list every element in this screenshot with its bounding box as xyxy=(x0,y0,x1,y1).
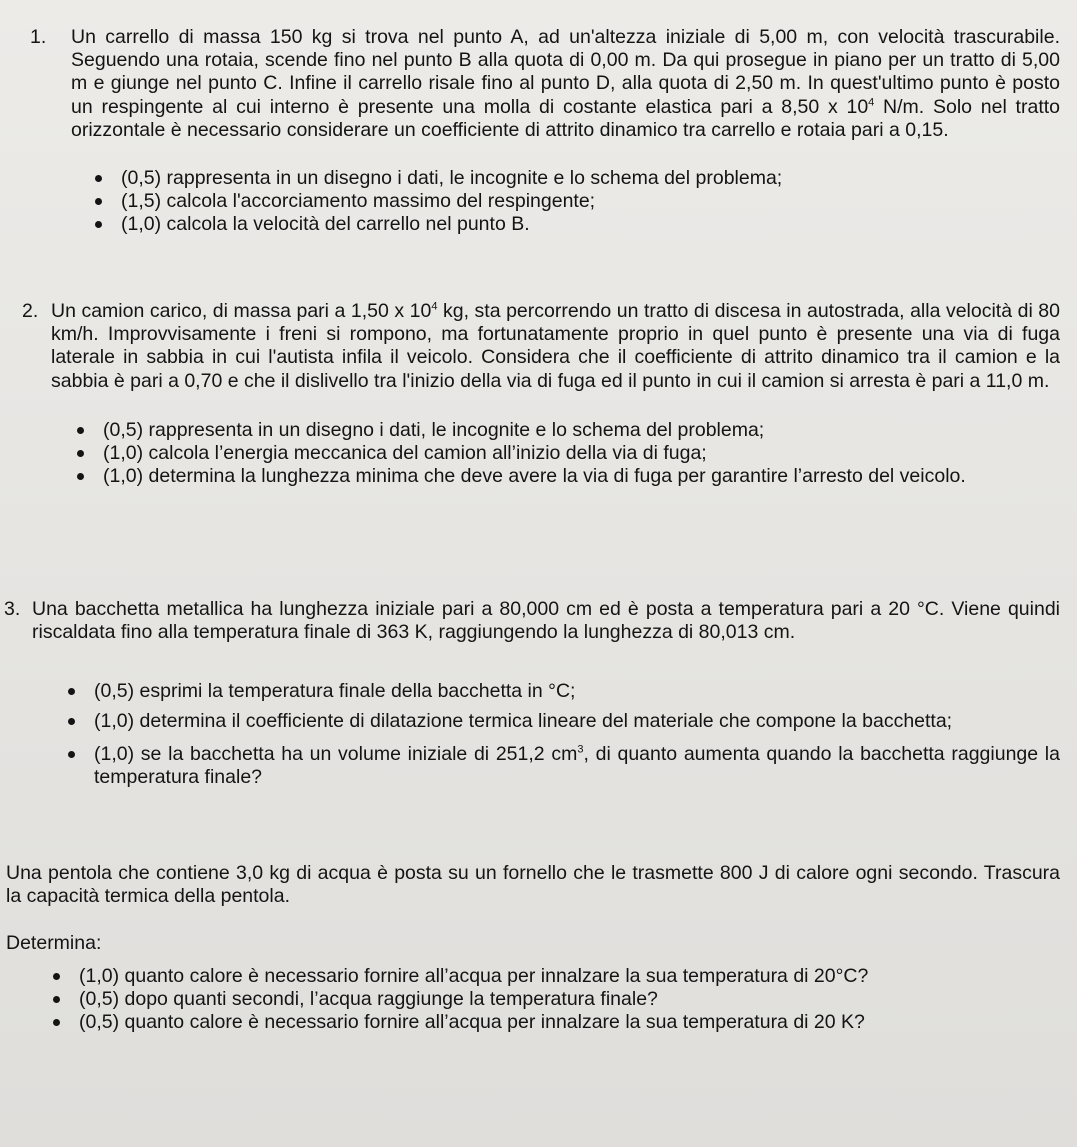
bullet-icon xyxy=(77,427,84,434)
list-item: (0,5) rappresenta in un disegno i dati, le incognite e lo schema del problema; xyxy=(93,167,1060,190)
problem-2-statement: Un camion carico, di massa pari a 1,50 x $10^4$ kg, sta percorrendo un tratto di discesa in autostrada, alla velocità di 80 km/h. Improvvisamente i freni si rompono, ma fortunatamente proprio in quel punto è presente una via di fuga laterale in sabbia in cui l'autista infila il veicolo. Considera che il coefficiente di attrito dinamico tra il camion e la sabbia è pari a 0,70 e che il dislivello tra l'inizio della via di fuga ed il punto in cui il camion si arresta è pari a 11,0 m. xyxy=(51,300,1060,392)
bullet-icon xyxy=(95,221,102,228)
problem-3 xyxy=(4,598,1060,789)
list-item: (0,5) dopo quanti secondi, l’acqua raggiunge la temperatura finale? xyxy=(51,988,1060,1011)
list-item: (1,0) quanto calore è necessario fornire all’acqua per innalzare la sua temperatura di 20°C? xyxy=(51,965,1060,988)
problem-4-heading: Determina: xyxy=(6,932,102,955)
list-item: (0,5) esprimi la temperatura finale della bacchetta in °C; xyxy=(66,680,1060,703)
list-item: (1,5) calcola l'accorciamento massimo del respingente; xyxy=(93,190,1060,213)
list-item: (1,0) calcola l’energia meccanica del camion all’inizio della via di fuga; xyxy=(75,442,1060,465)
problem-1-statement: Un carrello di massa 150 kg si trova nel punto A, ad un'altezza iniziale di 5,00 m, con velocità trascurabile. Seguendo una rotaia, scende fino nel punto B alla quota di 0,00 m. Da qui prosegue in piano per un tratto di 5,00 m e giunge nel punto C. Infine il carrello risale fino al punto D, alla quota di 2,50 m. In quest'ultimo punto è posto un respingente al cui interno è presente una molla di costante elastica pari a 8,50 x $10^4$ N/m. Solo nel tratto orizzontale è necessario considerare un coefficiente di attrito dinamico tra carrello e rotaia pari a 0,15. xyxy=(71,26,1060,141)
bullet-icon xyxy=(77,450,84,457)
problem-1 xyxy=(30,4,1060,237)
problem-4 xyxy=(6,862,1060,1034)
list-item: (0,5) rappresenta in un disegno i dati, le incognite e lo schema del problema; xyxy=(75,419,1060,442)
problem-2-questions xyxy=(75,419,1060,489)
problem-2-number: 2. xyxy=(22,300,39,322)
bullet-icon xyxy=(77,473,84,480)
list-item: (0,5) quanto calore è necessario fornire all’acqua per innalzare la sua temperatura di 20 K? xyxy=(51,1011,1060,1034)
bullet-icon xyxy=(53,973,60,980)
problem-2 xyxy=(22,300,1060,488)
bullet-icon xyxy=(53,996,60,1003)
bullet-icon xyxy=(53,1019,60,1026)
problem-3-questions xyxy=(66,680,1060,789)
list-item: (1,0) determina il coefficiente di dilatazione termica lineare del materiale che compone la bacchetta; xyxy=(66,710,1060,733)
problem-1-questions xyxy=(93,167,1060,237)
bullet-icon xyxy=(95,198,102,205)
list-item: (1,0) se la bacchetta ha un volume iniziale di 251,2 $cm^3$, di quanto aumenta quando la bacchetta raggiunge la temperatura finale? xyxy=(66,743,1060,789)
problem-4-questions xyxy=(51,965,1060,1035)
problem-3-statement: Una bacchetta metallica ha lunghezza iniziale pari a 80,000 cm ed è posta a temperatura pari a 20 °C. Viene quindi riscaldata fino alla temperatura finale di 363 K, raggiungendo la lunghezza di 80,013 cm. xyxy=(32,598,1060,644)
bullet-icon xyxy=(68,688,75,695)
bullet-icon xyxy=(68,751,75,758)
problem-1-number: 1. xyxy=(30,26,47,48)
problem-3-number: 3. xyxy=(4,598,21,620)
problem-4-statement: Una pentola che contiene 3,0 kg di acqua è posta su un fornello che le trasmette 800 J di calore ogni secondo. Trascura la capacità termica della pentola. xyxy=(6,862,1060,908)
list-item: (1,0) calcola la velocità del carrello nel punto B. xyxy=(93,213,1060,236)
bullet-icon xyxy=(68,718,75,725)
bullet-icon xyxy=(95,175,102,182)
list-item: (1,0) determina la lunghezza minima che deve avere la via di fuga per garantire l’arresto del veicolo. xyxy=(75,465,1060,488)
